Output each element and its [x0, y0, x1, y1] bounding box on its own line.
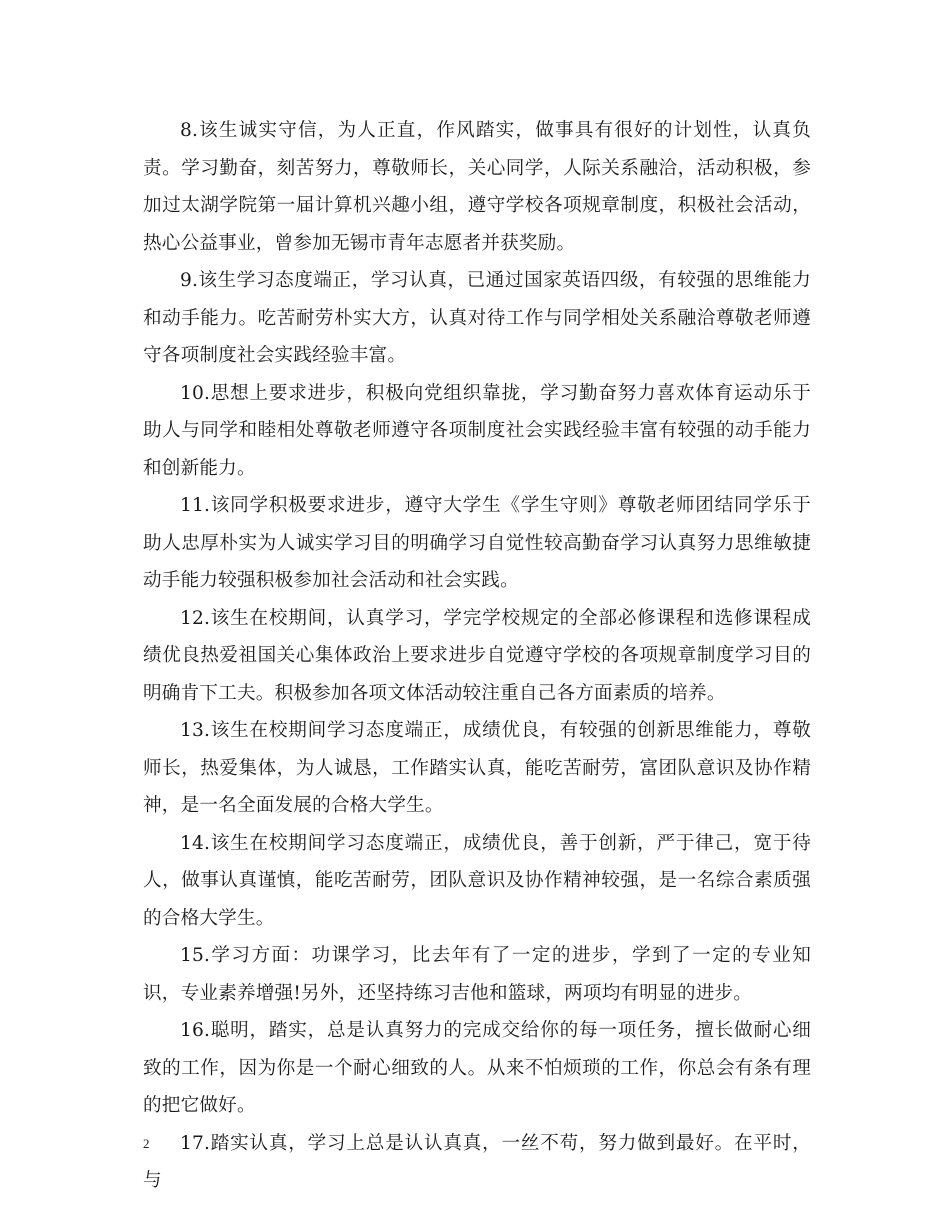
paragraph-12: 12.该生在校期间，认真学习，学完学校规定的全部必修课程和选修课程成绩优良热爱祖国关心集体政治上要求进步自觉遵守学校的各项规章制度学习目的明确肯下工夫。积极参加各项文体活动较注重自己各方面素质的培养。: [143, 607, 811, 704]
page-number: 2: [143, 1136, 150, 1151]
paragraph-17: 17.踏实认真，学习上总是认认真真，一丝不苟，努力做到最好。在平时，与: [143, 1132, 811, 1191]
paragraph-14: 14.该生在校期间学习态度端正，成绩优良，善于创新，严于律己，宽于待人，做事认真谨慎，能吃苦耐劳，团队意识及协作精神较强，是一名综合素质强的合格大学生。: [143, 832, 811, 929]
paragraph-9: 9.该生学习态度端正，学习认真，已通过国家英语四级，有较强的思维能力和动手能力。吃苦耐劳朴实大方，认真对待工作与同学相处关系融洽尊敬老师遵守各项制度社会实践经验丰富。: [143, 270, 811, 366]
paragraph-16: 16.聪明，踏实，总是认真努力的完成交给你的每一项任务，擅长做耐心细致的工作，因为你是一个耐心细致的人。从来不怕烦琐的工作，你总会有条有理的把它做好。: [143, 1020, 811, 1116]
paragraph-10: 10.思想上要求进步，积极向党组织靠拢，学习勤奋努力喜欢体育运动乐于助人与同学和睦相处尊敬老师遵守各项制度社会实践经验丰富有较强的动手能力和创新能力。: [143, 382, 811, 479]
paragraph-13: 13.该生在校期间学习态度端正，成绩优良，有较强的创新思维能力，尊敬师长，热爱集体，为人诚恳，工作踏实认真，能吃苦耐劳，富团队意识及协作精神，是一名全面发展的合格大学生。: [143, 720, 811, 816]
paragraph-15: 15.学习方面：功课学习，比去年有了一定的进步，学到了一定的专业知识，专业素养增强!另外，还坚持练习吉他和篮球，两项均有明显的进步。: [143, 945, 811, 1004]
paragraph-11: 11.该同学积极要求进步，遵守大学生《学生守则》尊敬老师团结同学乐于助人忠厚朴实为人诚实学习目的明确学习自觉性较高勤奋学习认真努力思维敏捷动手能力较强积极参加社会活动和社会实践。: [143, 495, 811, 591]
paragraph-8: 8.该生诚实守信，为人正直，作风踏实，做事具有很好的计划性，认真负责。学习勤奋，刻苦努力，尊敬师长，关心同学，人际关系融洽，活动积极，参加过太湖学院第一届计算机兴趣小组，遵守学校各项规章制度，积极社会活动，热心公益事业，曾参加无锡市青年志愿者并获奖励。: [143, 120, 811, 254]
document-body: [143, 112, 811, 1200]
